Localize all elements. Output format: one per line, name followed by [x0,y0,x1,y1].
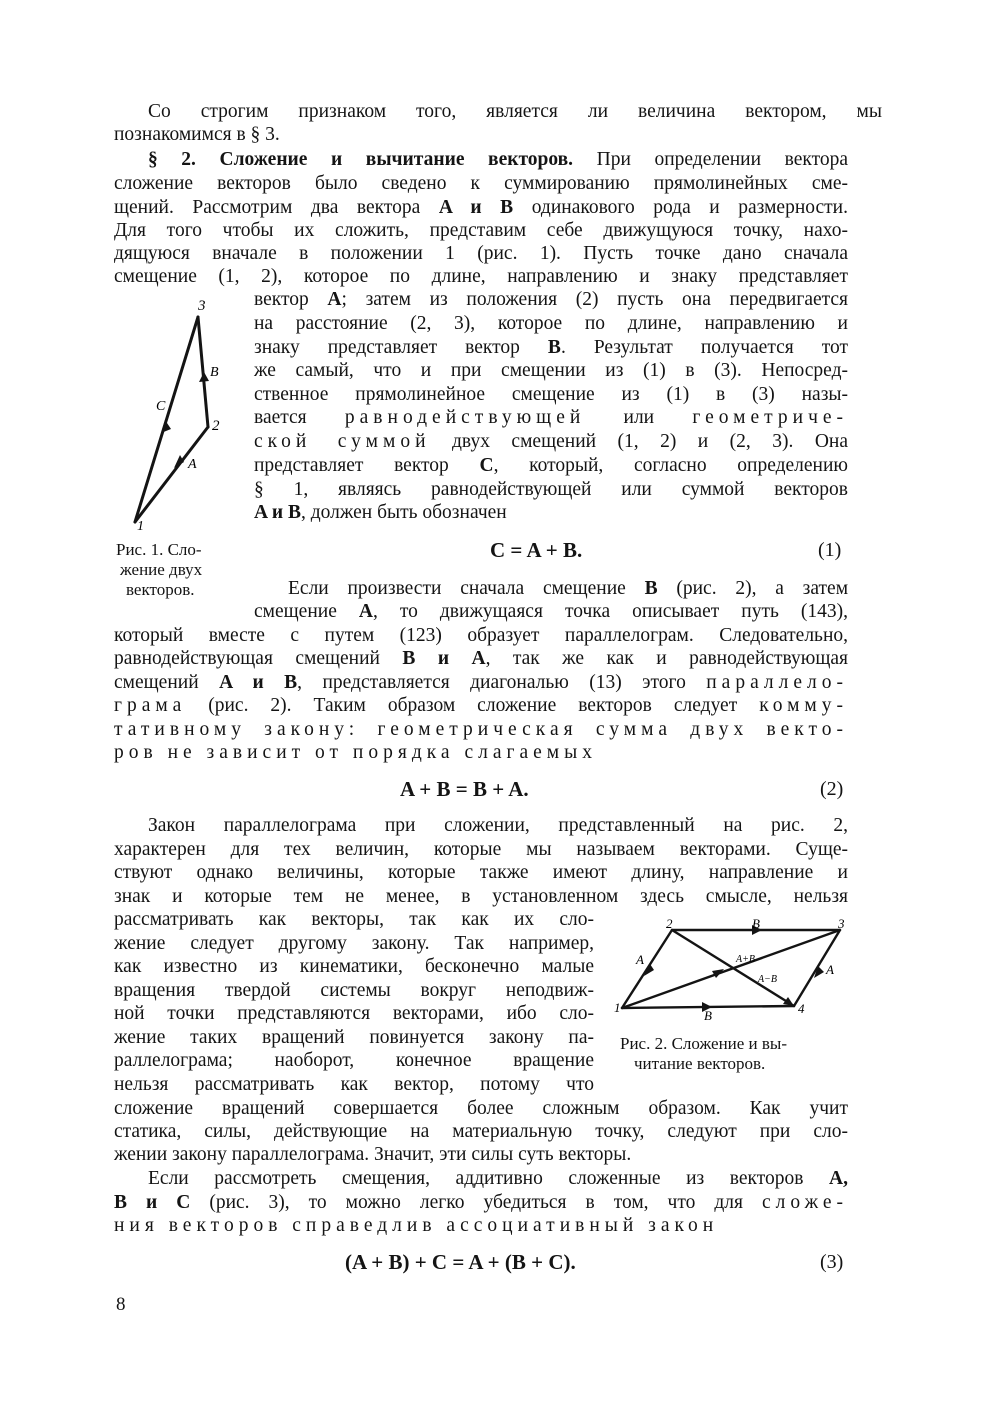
figure-1-caption-line: жение двух [120,560,203,579]
vector-symbol: B и C [114,1192,191,1213]
text-span: , так же как и равнодействующая [485,648,848,669]
spaced-term: грама [114,695,187,716]
text-span: щений. Рассмотрим два вектора [114,197,421,218]
vector-label: C [156,399,166,414]
vector-symbol: A и B [438,197,514,218]
text-line: нельзя рассматривать как вектор, потому что [114,1074,594,1095]
text-span: равнодействующая смещений [114,648,380,669]
vector-label: A [826,962,834,977]
vector-symbol: A [358,601,373,622]
text-line: тативному закону: геометрическая сумма двух векто- [114,719,848,740]
spaced-term: параллело- [706,672,849,693]
text-span: ; затем из положения (2) пусть она передвигается [341,289,849,310]
text-line: жение следует другому закону. Так например, [114,933,594,954]
text-span: одинакового рода и размерности. [531,197,848,218]
text-line: характерен для тех величин, которые мы называем векторами. Суще- [114,839,848,860]
text-line [148,1167,848,1190]
text-span: , который, согласно определению [493,455,848,476]
text-span: Если произвести сначала смещение [288,578,626,599]
text-line [288,577,848,600]
text-span: (рис. 2), а затем [676,578,849,599]
text-span: знаку представляет вектор [254,337,520,358]
vector-symbol: C [479,455,494,476]
section-heading-line [148,148,848,171]
vector-b-line [198,317,208,427]
text-line: который вместе с путем (123) образует параллелограм. Следовательно, [114,625,848,646]
text-line: знак и которые тем не менее, в установленном здесь смысле, нельзя [114,886,848,907]
point-label: 3 [198,298,206,314]
vector-label: B [210,365,219,380]
equation-1: C = A + B. [490,538,583,562]
vector-label: A [636,952,644,967]
vector-a-left-line [622,930,672,1008]
text-line: Для того чтобы их сложить, представим себе движущуюся точку, нахо- [114,220,848,241]
text-line: § 1, являясь равнодействующей или суммой векторов [254,479,848,500]
equation-3: (A + B) + C = A + (B + C). [345,1250,576,1274]
vector-symbol: A [327,289,342,310]
diagonal-difference-line [672,930,794,1006]
spaced-term: геометриче- [692,407,849,428]
equation-1-number: (1) [818,539,842,561]
point-label: 4 [798,1001,805,1016]
vector-label: B [752,918,760,931]
text-line [254,406,848,429]
text-span: , представляется диагональю (13) этого [297,672,686,693]
text-line: ния векторов справедлив ассоциативный закон [114,1215,719,1236]
section-heading: § 2. Сложение и вычитание векторов. [148,149,574,170]
text-line: Со строгим признаком того, является ли величина вектором, мы [148,101,882,122]
text-line [254,288,848,311]
arrowhead [712,969,724,978]
vector-symbol: B [547,337,561,358]
text-line [254,336,848,359]
vector-symbol: B и A [402,648,486,669]
text-line: ной точки представляются векторами, ибо сло- [114,1003,594,1024]
point-label: 2 [666,918,673,931]
arrowhead [199,372,209,382]
text-line: Закон параллелограма при сложении, представленный на рис. 2, [148,815,848,836]
text-line [114,196,848,219]
text-line [254,430,848,453]
text-span: Если рассмотреть смещения, аддитивно сложенные из векторов [148,1168,804,1189]
text-span: вается [254,407,307,428]
equation-3-number: (3) [820,1251,844,1273]
text-line: сложение векторов было сведено к суммированию прямолинейных сме- [114,173,848,194]
text-line: на расстояние (2, 3), которое по длине, направлению и [254,313,848,334]
text-line: же самый, что и при смещении из (1) в (3). Непосред- [254,360,848,381]
equation-2-number: (2) [820,778,844,800]
vector-symbol: A, [829,1168,849,1189]
diagonal-sum-line [622,930,840,1008]
text-line [254,501,507,524]
point-label: 1 [137,519,144,532]
text-span: . Результат получается тот [560,337,849,358]
equation-2: A + B = B + A. [400,777,529,801]
spaced-term: сложе- [762,1192,849,1213]
text-span: (рис. 3), то можно легко убедиться в том, что для [209,1192,743,1213]
figure-2-caption-line: Рис. 2. Сложение и вы- [620,1034,788,1053]
vector-label: A [188,457,197,472]
vector-label: B [704,1008,712,1020]
text-line: рассматривать как векторы, так как их сло- [114,909,594,930]
text-line [254,454,848,477]
text-span: смещений [114,672,199,693]
text-line: сложение вращений совершается более сложным образом. Как учит [114,1098,848,1119]
vector-a-line [135,427,208,522]
text-line [114,671,848,694]
text-line: смещение (1, 2), которое по длине, направлению и знаку представляет [114,266,848,287]
text-line: дящуюся вначале в положении 1 (рис. 1). Пусть точке дано сначала [114,243,848,264]
text-line: статика, силы, действующие на материальную точку, следуют при сло- [114,1121,848,1142]
text-line [114,647,848,670]
vector-c-line [135,317,198,522]
text-line: познакомимся в § 3. [114,124,280,145]
vector-symbol: A и B [219,672,298,693]
text-span: , должен быть обозначен [301,502,507,523]
diagonal-label: A+B [736,954,755,965]
figure-1-diagram [120,292,240,532]
point-label: 3 [838,918,845,931]
text-span: двух смещений (1, 2) и (2, 3). Она [452,431,848,452]
text-line [114,694,848,717]
text-span: вектор [254,289,309,310]
page-number: 8 [116,1294,126,1315]
text-line: раллелограма; наоборот, конечное вращение [114,1050,594,1071]
figure-1-caption-line: векторов. [126,580,195,599]
figure-2-caption-line: читание векторов. [634,1054,766,1073]
spaced-term: комму- [759,695,849,716]
point-label: 2 [212,418,220,434]
text-span: , то движущаяся точка описывает путь (143), [372,601,848,622]
text-span: (рис. 2). Таким образом сложение векторов следует [208,695,738,716]
text-line: ров не зависит от порядка слагаемых [114,742,598,763]
text-span: При определении вектора [596,149,849,170]
text-line: ственное прямолинейное смещение из (1) в (3) назы- [254,384,848,405]
spaced-term: равнодействующей [344,407,586,428]
text-line: жение таких вращений повинуется закону па- [114,1027,594,1048]
text-span: или [623,407,655,428]
text-span: смещение [254,601,337,622]
text-span: представляет вектор [254,455,449,476]
vector-symbol: B [644,578,658,599]
text-line: ствуют однако величины, которые также имеют длину, направление и [114,862,848,883]
text-line [254,600,848,623]
vector-symbol: A и B [254,502,301,523]
diagonal-label: A−B [758,974,777,985]
text-line [114,1191,848,1214]
figure-2-diagram [612,918,852,1020]
text-line: как известно из кинематики, бесконечно малые [114,956,594,977]
figure-1-caption-line: Рис. 1. Сло- [116,540,202,559]
text-line: жении закону параллелограма. Значит, эти силы суть векторы. [114,1144,632,1165]
spaced-term: ской суммой [254,431,431,452]
arrowhead [161,420,171,433]
text-line: вращения твердой системы вокруг неподвиж- [114,980,594,1001]
point-label: 1 [614,1000,621,1015]
